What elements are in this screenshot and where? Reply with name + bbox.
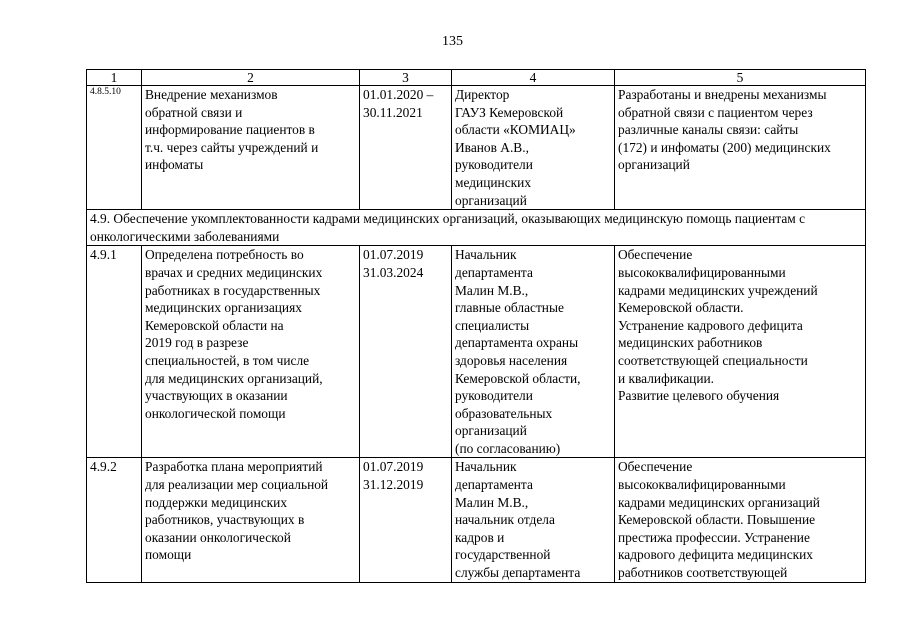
activity-cell: Внедрение механизмов обратной связи и информирование пациентов в т.ч. через сайты учреждений и инфоматы — [142, 86, 360, 210]
period-cell: 01.07.2019 31.12.2019 — [360, 458, 452, 582]
responsible-cell: Начальник департамента Малин М.В., начальник отдела кадров и государственной службы департамента — [452, 458, 615, 582]
responsible-cell: Начальник департамента Малин М.В., главные областные специалисты департамента охраны здоровья населения Кемеровской области, руководители образовательных организаций (по согласованию) — [452, 246, 615, 458]
plan-table — [86, 69, 866, 583]
responsible-cell: Директор ГАУЗ Кемеровской области «КОМИАЦ» Иванов А.В., руководители медицинских организаций — [452, 86, 615, 210]
section-title: 4.9. Обеспечение укомплектованности кадрами медицинских организаций, оказывающих медицинскую помощь пациентам с онкологическими заболеваниями — [87, 210, 866, 246]
page-number: 135 — [442, 34, 463, 49]
table-row — [87, 86, 866, 210]
period-cell: 01.07.2019 31.03.2024 — [360, 246, 452, 458]
row-number: 4.8.5.10 — [87, 86, 142, 210]
result-cell: Обеспечение высококвалифицированными кадрами медицинских учреждений Кемеровской области. Устранение кадрового дефицита медицинских работников соответствующей специальности и квалификации. Развитие целевого обучения — [615, 246, 866, 458]
row-number: 4.9.2 — [87, 458, 142, 582]
header-col-2: 2 — [142, 70, 360, 86]
header-col-3: 3 — [360, 70, 452, 86]
table-row — [87, 458, 866, 582]
table-row — [87, 246, 866, 458]
header-col-1: 1 — [87, 70, 142, 86]
header-col-5: 5 — [615, 70, 866, 86]
result-cell: Обеспечение высококвалифицированными кадрами медицинских организаций Кемеровской области. Повышение престижа профессии. Устранение кадрового дефицита медицинских работников соответствующей — [615, 458, 866, 582]
table-header-row — [87, 70, 866, 86]
result-cell: Разработаны и внедрены механизмы обратной связи с пациентом через различные каналы связи: сайты (172) и инфоматы (200) медицинских организаций — [615, 86, 866, 210]
period-cell: 01.01.2020 – 30.11.2021 — [360, 86, 452, 210]
row-number: 4.9.1 — [87, 246, 142, 458]
header-col-4: 4 — [452, 70, 615, 86]
section-row — [87, 210, 866, 246]
activity-cell: Разработка плана мероприятий для реализации мер социальной поддержки медицинских работников, участвующих в оказании онкологической помощи — [142, 458, 360, 582]
activity-cell: Определена потребность во врачах и средних медицинских работниках в государственных медицинских организациях Кемеровской области на 2019 год в разрезе специальностей, в том числе для медицинских организаций, участвующих в оказании онкологической помощи — [142, 246, 360, 458]
